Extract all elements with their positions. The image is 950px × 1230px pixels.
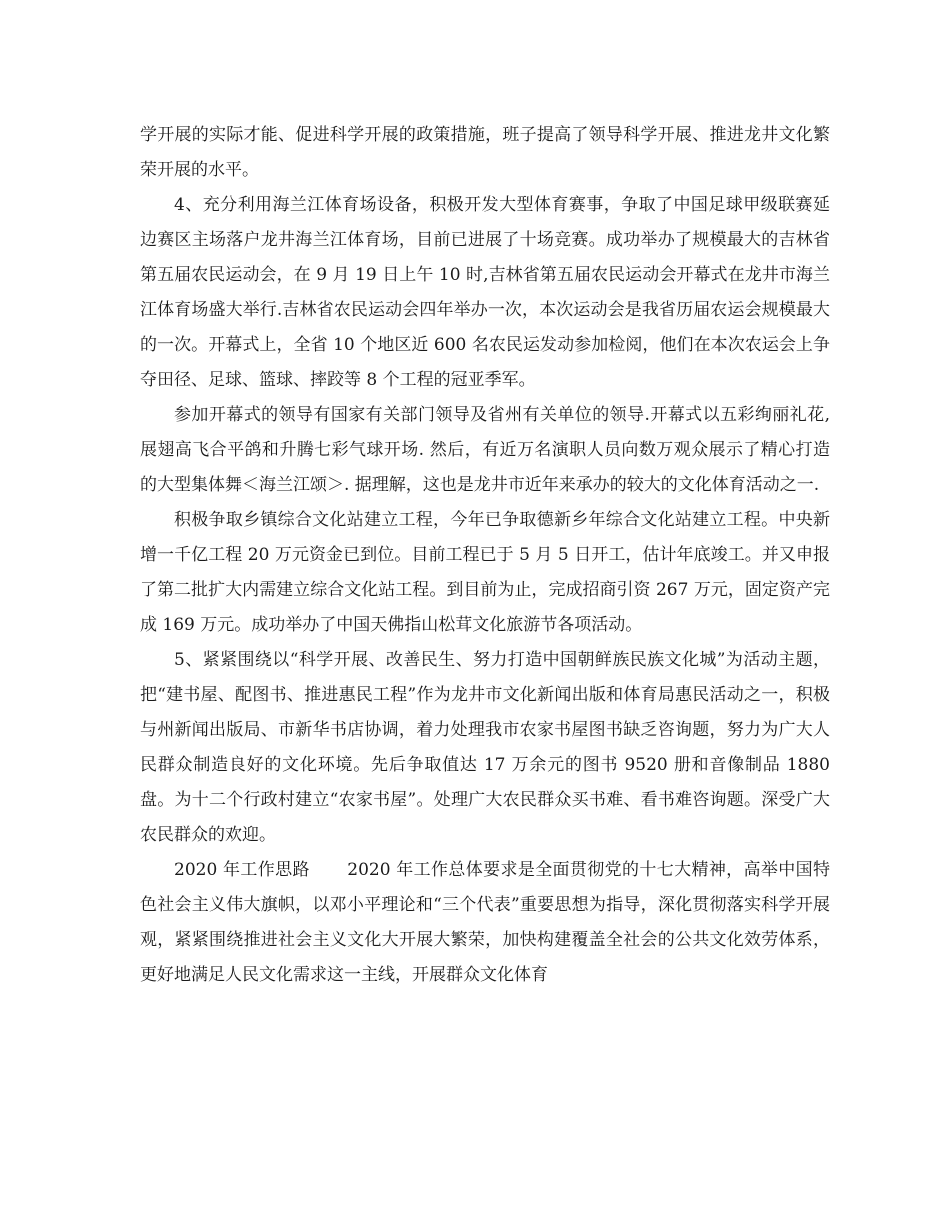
section-text: 2020 年工作总体要求是全面贯彻党的十七大精神，高举中国特色社会主义伟大旗帜，以邓小平理论和“三个代表”重要思想为指导，深化贯彻落实科学开展观，紧紧围绕推进社会主义文化大开展大繁荣，加快构建覆盖全社会的公共文化效劳体系，更好地满足人民文化需求这一主线，开展群众文化体育 <box>140 860 831 985</box>
document-body <box>140 118 830 993</box>
paragraph-3: 参加开幕式的领导有国家有关部门领导及省州有关单位的领导.开幕式以五彩绚丽礼花,展翅高飞合平鸽和升腾七彩气球开场. 然后，有近万名演职人员向数万观众展示了精心打造的大型集体舞＜海兰江颂＞. 据理解，这也是龙井市近年来承办的较大的文化体育活动之一. <box>140 405 830 495</box>
paragraph-6 <box>140 853 830 993</box>
paragraph-4: 积极争取乡镇综合文化站建立工程，今年已争取德新乡年综合文化站建立工程。中央新增一千亿工程 20 万元资金已到位。目前工程已于 5 月 5 日开工，估计年底竣工。并又申报了第二批扩大内需建立综合文化站工程。到目前为止，完成招商引资 267 万元，固定资产完成 169 万元。成功举办了中国天佛指山松茸文化旅游节各项活动。 <box>140 510 830 635</box>
paragraph-5: 5、紧紧围绕以“科学开展、改善民生、努力打造中国朝鲜族民族文化城”为活动主题，把“建书屋、配图书、推进惠民工程”作为龙井市文化新闻出版和体育局惠民活动之一，积极与州新闻出版局、市新华书店协调，着力处理我市农家书屋图书缺乏咨询题，努力为广大人民群众制造良好的文化环境。先后争取值达 17 万余元的图书 9520 册和音像制品 1880 盘。为十二个行政村建立“农家书屋”。处理广大农民群众买书难、看书难咨询题。深受广大农民群众的欢迎。 <box>140 650 830 845</box>
section-heading: 2020 年工作思路 <box>174 860 310 880</box>
paragraph-1: 学开展的实际才能、促进科学开展的政策措施，班子提高了领导科学开展、推进龙井文化繁荣开展的水平。 <box>140 125 830 180</box>
paragraph-2: 4、充分利用海兰江体育场设备，积极开发大型体育赛事，争取了中国足球甲级联赛延边赛区主场落户龙井海兰江体育场，目前已进展了十场竞赛。成功举办了规模最大的吉林省第五届农民运动会，在 9 月 19 日上午 10 时,吉林省第五届农民运动会开幕式在龙井市海兰江体育场盛大举行.吉林省农民运动会四年举办一次，本次运动会是我省历届农运会规模最大的一次。开幕式上，全省 10 个地区近 600 名农民运发动参加检阅，他们在本次农运会上争夺田径、足球、篮球、摔跤等 8 个工程的冠亚季军。 <box>140 195 830 390</box>
